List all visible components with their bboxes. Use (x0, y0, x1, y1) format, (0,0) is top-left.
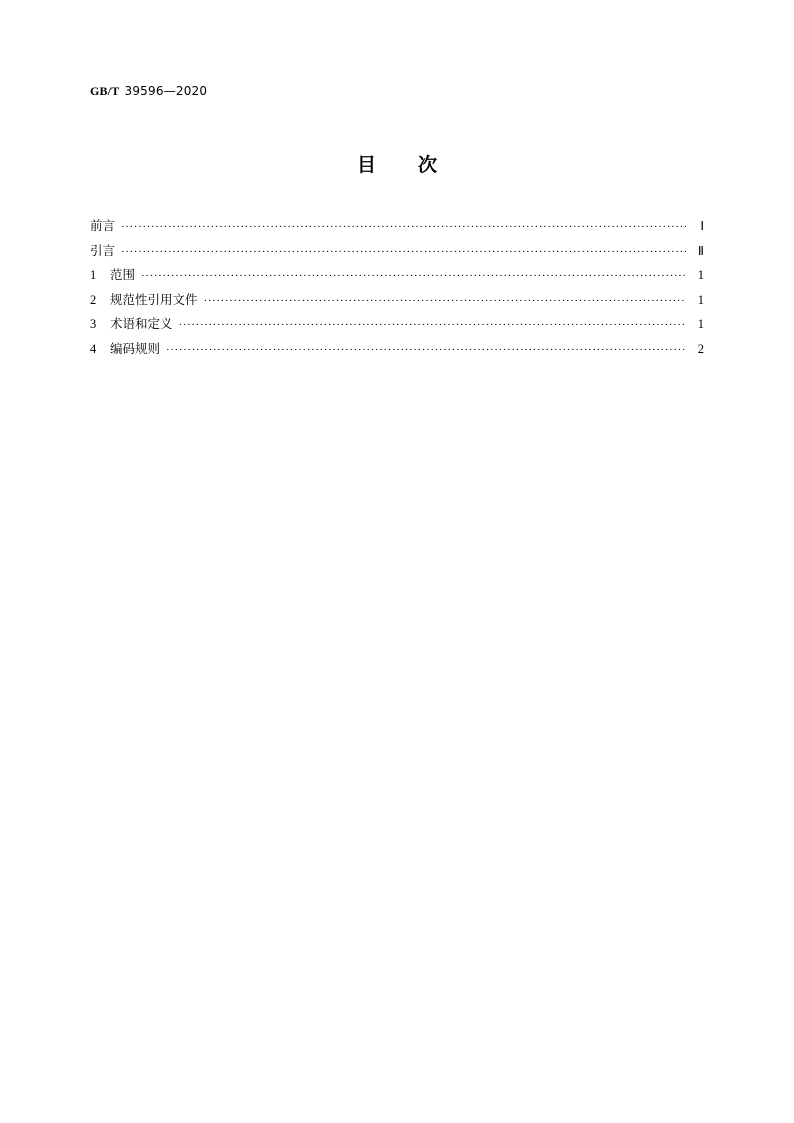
toc-entry-scope[interactable] (90, 265, 704, 290)
toc-entry-number: 2 (90, 292, 97, 307)
toc-entry-number: 1 (90, 268, 97, 282)
toc-entry-page: 1 (697, 317, 704, 331)
toc-leader-dots (121, 246, 686, 258)
toc-entry-label: 编码规则 (110, 340, 161, 356)
toc-entry-label: 引言 (90, 242, 116, 258)
toc-entry-coding-rules[interactable] (90, 339, 704, 364)
toc-entry-page: 2 (697, 341, 704, 356)
toc-entry-label: 术语和定义 (110, 316, 173, 331)
toc-leader-dots (141, 270, 686, 282)
toc-entry-page: Ⅰ (700, 219, 704, 233)
toc-entry-label: 前言 (90, 218, 116, 233)
toc-entry-number: 3 (90, 317, 97, 331)
toc-entry-terms-and-definitions[interactable] (90, 314, 704, 339)
toc-list (90, 216, 704, 363)
toc-leader-dots (179, 319, 686, 331)
standard-number: 39596—2020 (124, 84, 208, 98)
standard-prefix: GB/T (90, 84, 120, 98)
toc-entry-label: 规范性引用文件 (110, 291, 198, 307)
toc-title: 目次 (356, 154, 479, 176)
toc-leader-dots (166, 344, 686, 356)
toc-leader-dots (204, 295, 686, 307)
toc-entry-number: 4 (90, 341, 97, 356)
document-header (90, 84, 207, 99)
toc-leader-dots (121, 221, 686, 233)
toc-entry-normative-references[interactable] (90, 290, 704, 315)
toc-entry-introduction[interactable] (90, 241, 704, 266)
toc-entry-page: 1 (697, 292, 704, 307)
toc-entry-page: 1 (697, 268, 704, 282)
toc-entry-label: 范围 (110, 267, 136, 282)
toc-entry-foreword[interactable] (90, 216, 704, 241)
toc-entry-page: Ⅱ (697, 243, 704, 258)
